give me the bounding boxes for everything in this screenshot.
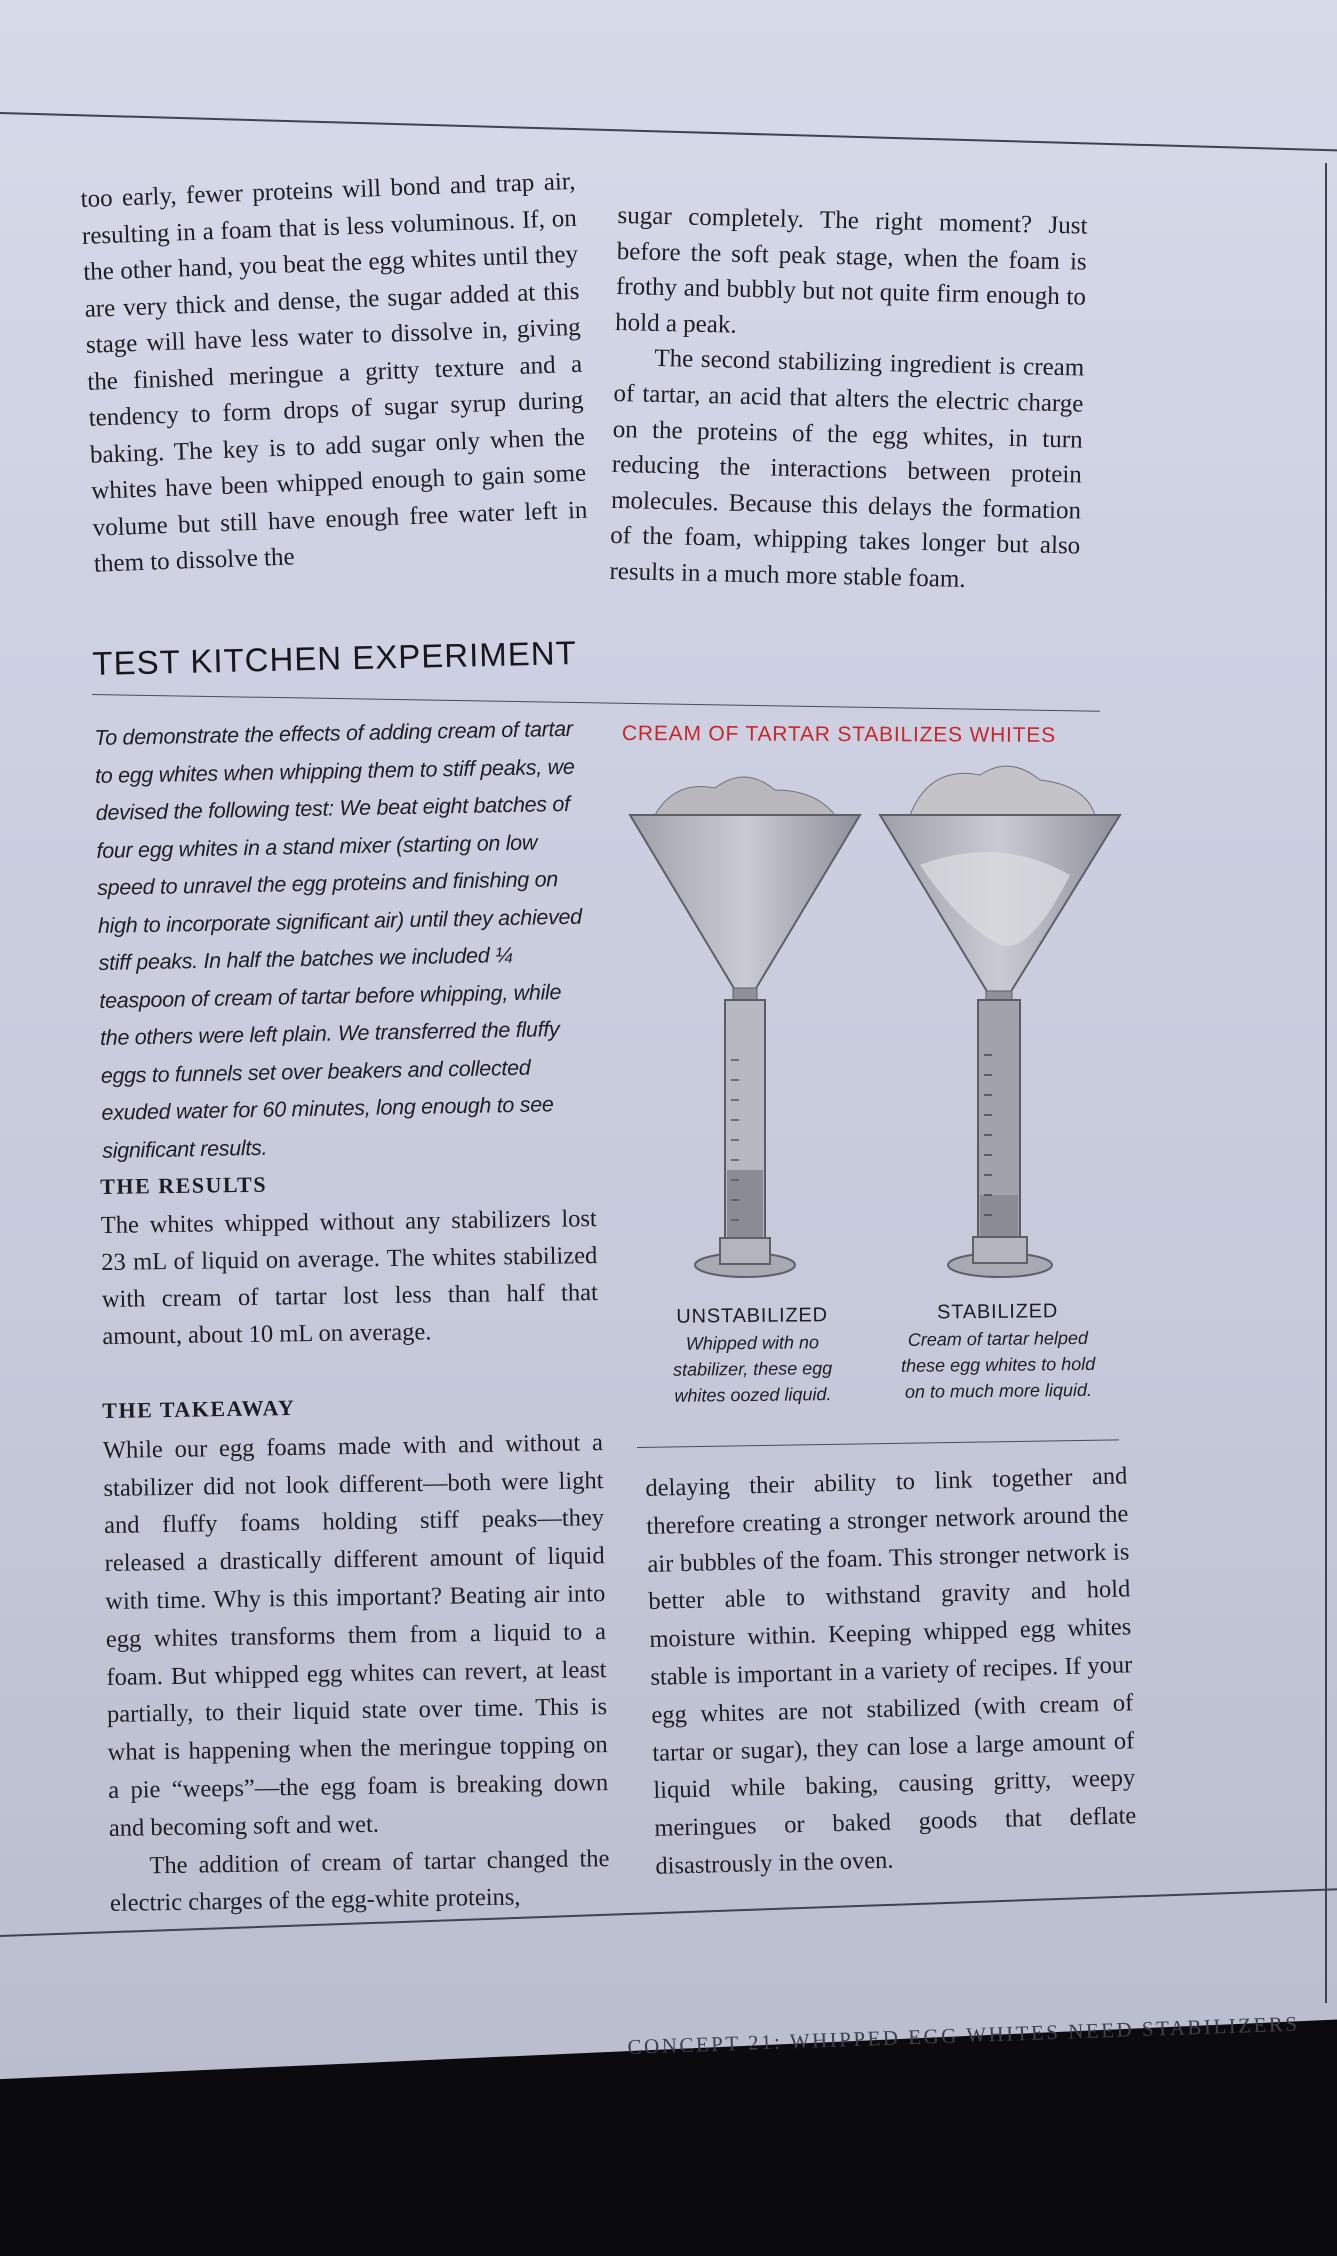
top-left-text: too early, fewer proteins will bond and trap air, resulting in a foam that is less voluminous. If, on the other hand, you beat the egg whites until they are very thick and dense, the sugar added at this stage will have less water to dissolve in, giving the finished meringue a gritty texture and a tendency to form drops of sugar syrup during baking. The key is to add sugar only when the whites have been whipped enough to gain some volume but still have enough free water left in them to dissolve the (80, 167, 588, 578)
stabilized-caption-title: STABILIZED (936, 1300, 1059, 1324)
takeaway-heading: THE TAKEAWAY (102, 1394, 296, 1423)
stabilized-caption-text: Cream of tartar helped these egg whites to hold on to much more liquid. (900, 1327, 1096, 1402)
unstabilized-caption-text: Whipped with no stabilizer, these egg whites oozed liquid. (673, 1332, 833, 1406)
results-block (100, 1161, 599, 1355)
takeaway-paragraph-1: While our egg foams made with and without a stabilizer did not look different—both were light and fluffy foams holding stiff peaks—they released a drastically different amount of liquid with time. Why is this important? Beating air into egg whites transforms them from a liquid to a foam. But whipped egg whites can revert, at least partially, to their liquid state over time. This is what is happening when the meringue topping on a pie “weeps”—the egg foam is breaking down and becoming soft and wet. (102, 1428, 609, 1842)
unstabilized-foam (655, 777, 835, 815)
stabilized-caption (890, 1300, 1106, 1405)
takeaway-continuation-text: delaying their ability to link together and therefore creating a stronger network around the air bubbles of the foam. This stronger network is better able to withstand gravity and hold moisture within. Keeping whipped egg whites stable is important in a variety of recipes. If your egg whites are not stabilized (with cream of tartar or sugar), they can lose a large amount of liquid while baking, causing gritty, weepy meringues or baked goods that deflate disastrously in the oven. (645, 1462, 1137, 1880)
header-rule-right-edge (1325, 163, 1327, 2003)
running-head: CONCEPT 21: WHIPPED EGG WHITES NEED STABILIZERS (627, 2011, 1300, 2060)
stabilized-foam (910, 766, 1095, 815)
experiment-heading: TEST KITCHEN EXPERIMENT (92, 634, 578, 682)
top-right-paragraph-1: sugar completely. The right moment? Just before the soft peak stage, when the foam is frothy and bubbly but not quite firm enough to hold a peak. (614, 201, 1088, 339)
funnel-beaker-figure (615, 760, 875, 1290)
unstabilized-funnel (630, 815, 860, 990)
experiment-intro-text: To demonstrate the effects of adding cream of tartar to egg whites when whipping them to stiff peaks, we devised the following test: We beat eight batches of four egg whites in a stand mixer (starting on low speed to unravel the egg proteins and finishing on high to incorporate significant air) until they achieved stiff peaks. In half the batches we included ¼ teaspoon of cream of tartar before whipping, while the others were left plain. We transferred the fluffy eggs to funnels set over beakers and collected exuded water for 60 minutes, long enough to see significant results. (94, 716, 583, 1163)
experiment-intro (94, 710, 598, 1169)
unstabilized-caption-title: UNSTABILIZED (676, 1304, 828, 1328)
funnel-beaker-figure-stabilized (870, 755, 1130, 1285)
top-right-paragraph-2: The second stabilizing ingredient is cream of tartar, an acid that alters the electric charge on the proteins of the egg whites, in turn reducing the interactions between protein molecules. Because this delays the formation of the foam, whipping takes longer but also results in a much more stable foam. (609, 345, 1085, 593)
figure-title: CREAM OF TARTAR STABILIZES WHITES (621, 722, 1057, 747)
stabilized-liquid (980, 1195, 1018, 1237)
top-right-column (609, 198, 1088, 600)
results-heading: THE RESULTS (100, 1171, 268, 1199)
takeaway-continuation-block (645, 1457, 1138, 1885)
top-left-column (80, 164, 589, 583)
takeaway-block (102, 1384, 610, 1923)
unstabilized-caption (652, 1304, 853, 1409)
takeaway-paragraph-2: The addition of cream of tartar changed the electric charges of the egg-white proteins, (109, 1844, 610, 1918)
results-text: The whites whipped without any stabilizers lost 23 mL of liquid on average. The whites stabilized with cream of tartar lost less than half that amount, about 10 mL on average. (100, 1205, 598, 1350)
